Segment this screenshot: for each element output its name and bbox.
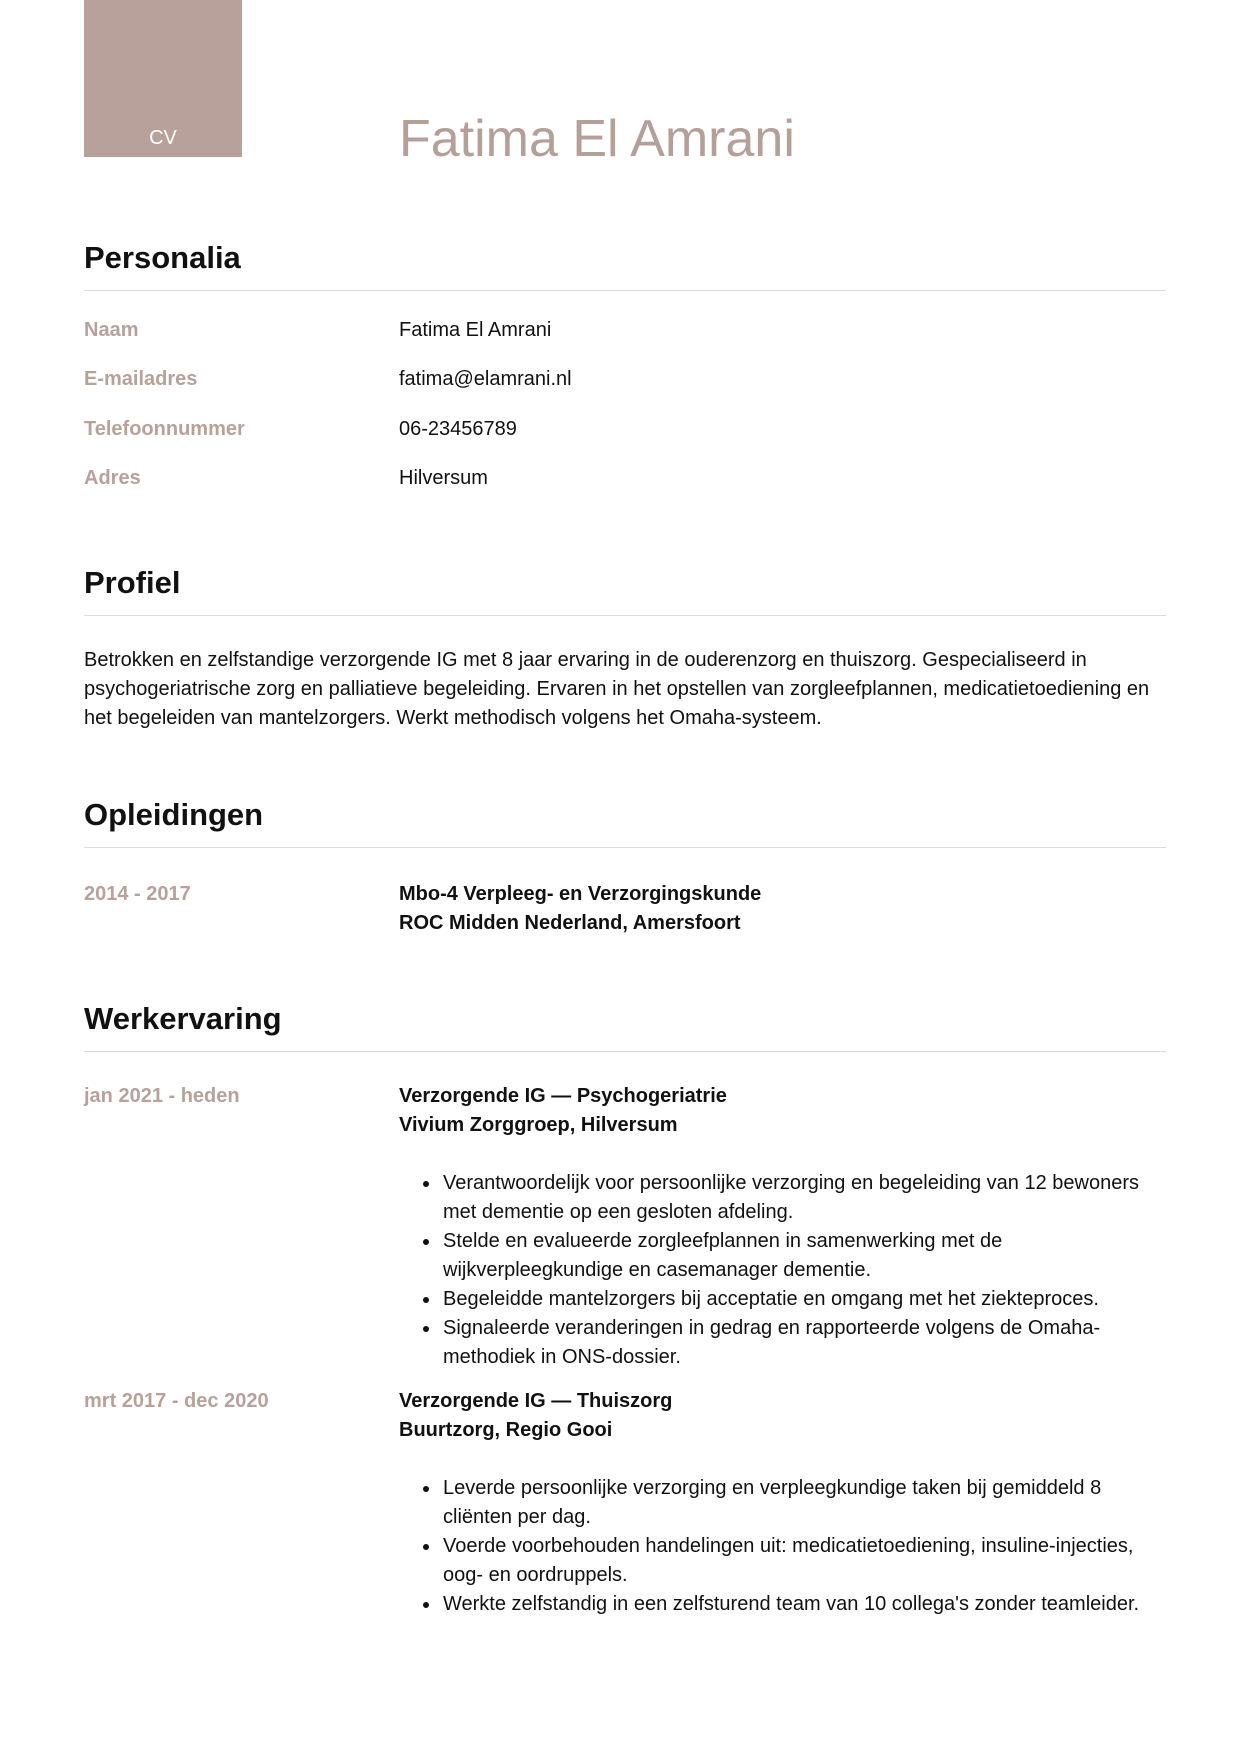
work-period: jan 2021 - heden [84, 1085, 240, 1107]
email-value: fatima@elamrani.nl [399, 368, 572, 390]
work-bullets [399, 1474, 1166, 1619]
phone-value: 06-23456789 [399, 418, 517, 440]
section-werkervaring [84, 1001, 1166, 1619]
section-profiel [84, 565, 1166, 733]
work-bullets [399, 1169, 1166, 1372]
section-personalia [84, 240, 1166, 513]
personalia-label: Naam [84, 319, 139, 341]
personalia-row-email [84, 365, 1166, 415]
work-role: Verzorgende IG — Psychogeriatrie [399, 1085, 727, 1107]
list-item: • Begeleidde mantelzorgers bij acceptatie en omgang met het ziekteproces. [441, 1285, 1166, 1314]
section-title-werkervaring: Werkervaring [84, 1001, 1166, 1052]
page-title: Fatima El Amrani [399, 110, 795, 168]
work-role: Verzorgende IG — Thuiszorg [399, 1390, 673, 1412]
personalia-label: Telefoonnummer [84, 418, 245, 440]
section-title-profiel: Profiel [84, 565, 1166, 616]
personalia-label: Adres [84, 467, 141, 489]
list-item: • Werkte zelfstandig in een zelfsturend team van 10 collega's zonder teamleider. [441, 1590, 1166, 1619]
cv-badge-label: CV [149, 127, 177, 149]
list-item: • Voerde voorbehouden handelingen uit: medicatietoediening, insuline-injecties, oog- en oordruppels. [441, 1532, 1166, 1590]
personalia-row-telefoon [84, 415, 1166, 464]
education-entry [84, 880, 1166, 938]
personalia-value: Fatima El Amrani [399, 319, 552, 341]
personalia-row-adres [84, 464, 1166, 513]
work-entry [84, 1387, 1166, 1619]
list-item: • Signaleerde veranderingen in gedrag en rapporteerde volgens de Omaha-methodiek in ONS-dossier. [441, 1314, 1166, 1372]
work-employer: Buurtzorg, Regio Gooi [399, 1419, 613, 1441]
cv-badge [84, 0, 242, 157]
profile-text: Betrokken en zelfstandige verzorgende IG met 8 jaar ervaring in de ouderenzorg en thuiszorg. Gespecialiseerd in psychogeriatrische zorg en palliatieve begeleiding. Ervaren in het opstellen van zorgleefplannen, medicatietoediening en het begeleiden van mantelzorgers. Werkt methodisch volgens het Omaha-systeem. [84, 649, 1150, 729]
work-period: mrt 2017 - dec 2020 [84, 1390, 269, 1412]
section-opleidingen [84, 797, 1166, 938]
work-entry [84, 1082, 1166, 1372]
list-item: • Verantwoordelijk voor persoonlijke verzorging en begeleiding van 12 bewoners met dementie op een gesloten afdeling. [441, 1169, 1166, 1227]
education-degree: Mbo-4 Verpleeg- en Verzorgingskunde [399, 883, 762, 905]
address-value: Hilversum [399, 467, 488, 489]
list-item: • Stelde en evalueerde zorgleefplannen in samenwerking met de wijkverpleegkundige en casemanager dementie. [441, 1227, 1166, 1285]
section-title-opleidingen: Opleidingen [84, 797, 1166, 848]
personalia-label: E-mailadres [84, 368, 198, 390]
work-employer: Vivium Zorggroep, Hilversum [399, 1114, 678, 1136]
education-school: ROC Midden Nederland, Amersfoort [399, 912, 741, 934]
section-title-personalia: Personalia [84, 240, 1166, 291]
education-period: 2014 - 2017 [84, 883, 191, 905]
personalia-row-naam [84, 316, 1166, 365]
list-item: • Leverde persoonlijke verzorging en verpleegkundige taken bij gemiddeld 8 cliënten per dag. [441, 1474, 1166, 1532]
